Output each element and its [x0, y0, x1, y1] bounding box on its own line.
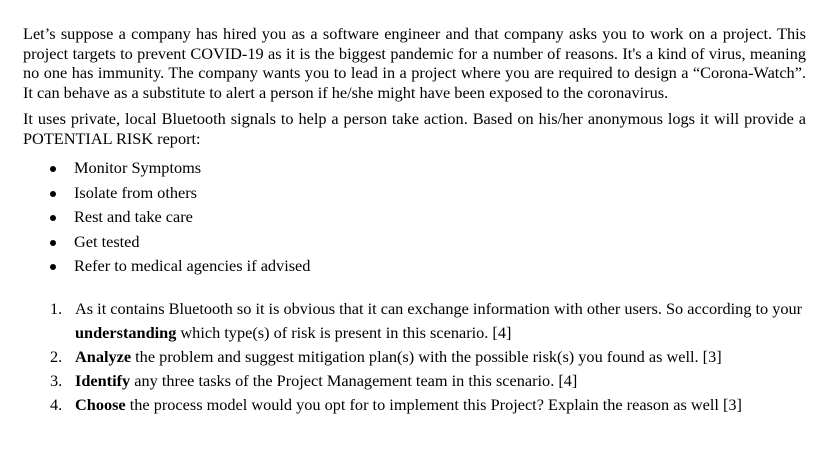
question-text: the problem and suggest mitigation plan(s) with the possible risk(s) you found as well. [3] — [131, 346, 722, 366]
bluetooth-paragraph: It uses private, local Bluetooth signals to help a person take action. Based on his/her anonymous logs it will provide a POTENTIAL RISK report: — [23, 109, 806, 148]
question-keyword: Identify — [75, 370, 131, 390]
question-number: 2. — [50, 346, 63, 366]
list-item: Refer to medical agencies if advised — [23, 254, 806, 279]
question-keyword: understanding — [75, 322, 177, 342]
list-item: Rest and take care — [23, 205, 806, 230]
question-1 — [23, 297, 806, 345]
list-item: Isolate from others — [23, 181, 806, 206]
question-number: 3. — [50, 370, 63, 390]
question-number: 1. — [50, 298, 63, 318]
question-text: any three tasks of the Project Management team in this scenario. [4] — [130, 370, 578, 390]
question-text: which type(s) of risk is present in this scenario. [4] — [176, 322, 512, 342]
question-text: the process model would you opt for to implement this Project? Explain the reason as well [3] — [125, 394, 742, 414]
question-text: As it contains Bluetooth so it is obvious that it can exchange information with other users. So according to your — [75, 298, 803, 318]
question-keyword: Choose — [75, 394, 126, 414]
list-item: Monitor Symptoms — [23, 156, 806, 181]
question-number: 4. — [50, 394, 63, 414]
question-2 — [23, 345, 806, 369]
risk-report-list — [23, 156, 806, 279]
list-item: Get tested — [23, 230, 806, 255]
question-4 — [23, 393, 806, 417]
intro-paragraph: Let’s suppose a company has hired you as a software engineer and that company asks you to work on a project. This project targets to prevent COVID-19 as it is the biggest pandemic for a number of reasons. It's a kind of virus, meaning no one has immunity. The company wants you to lead in a project where you are required to design a “Corona-Watch”. It can behave as a substitute to alert a person if he/she might have been exposed to the coronavirus. — [23, 24, 806, 102]
question-3 — [23, 369, 806, 393]
questions-list — [23, 297, 806, 417]
question-keyword: Analyze — [75, 346, 132, 366]
